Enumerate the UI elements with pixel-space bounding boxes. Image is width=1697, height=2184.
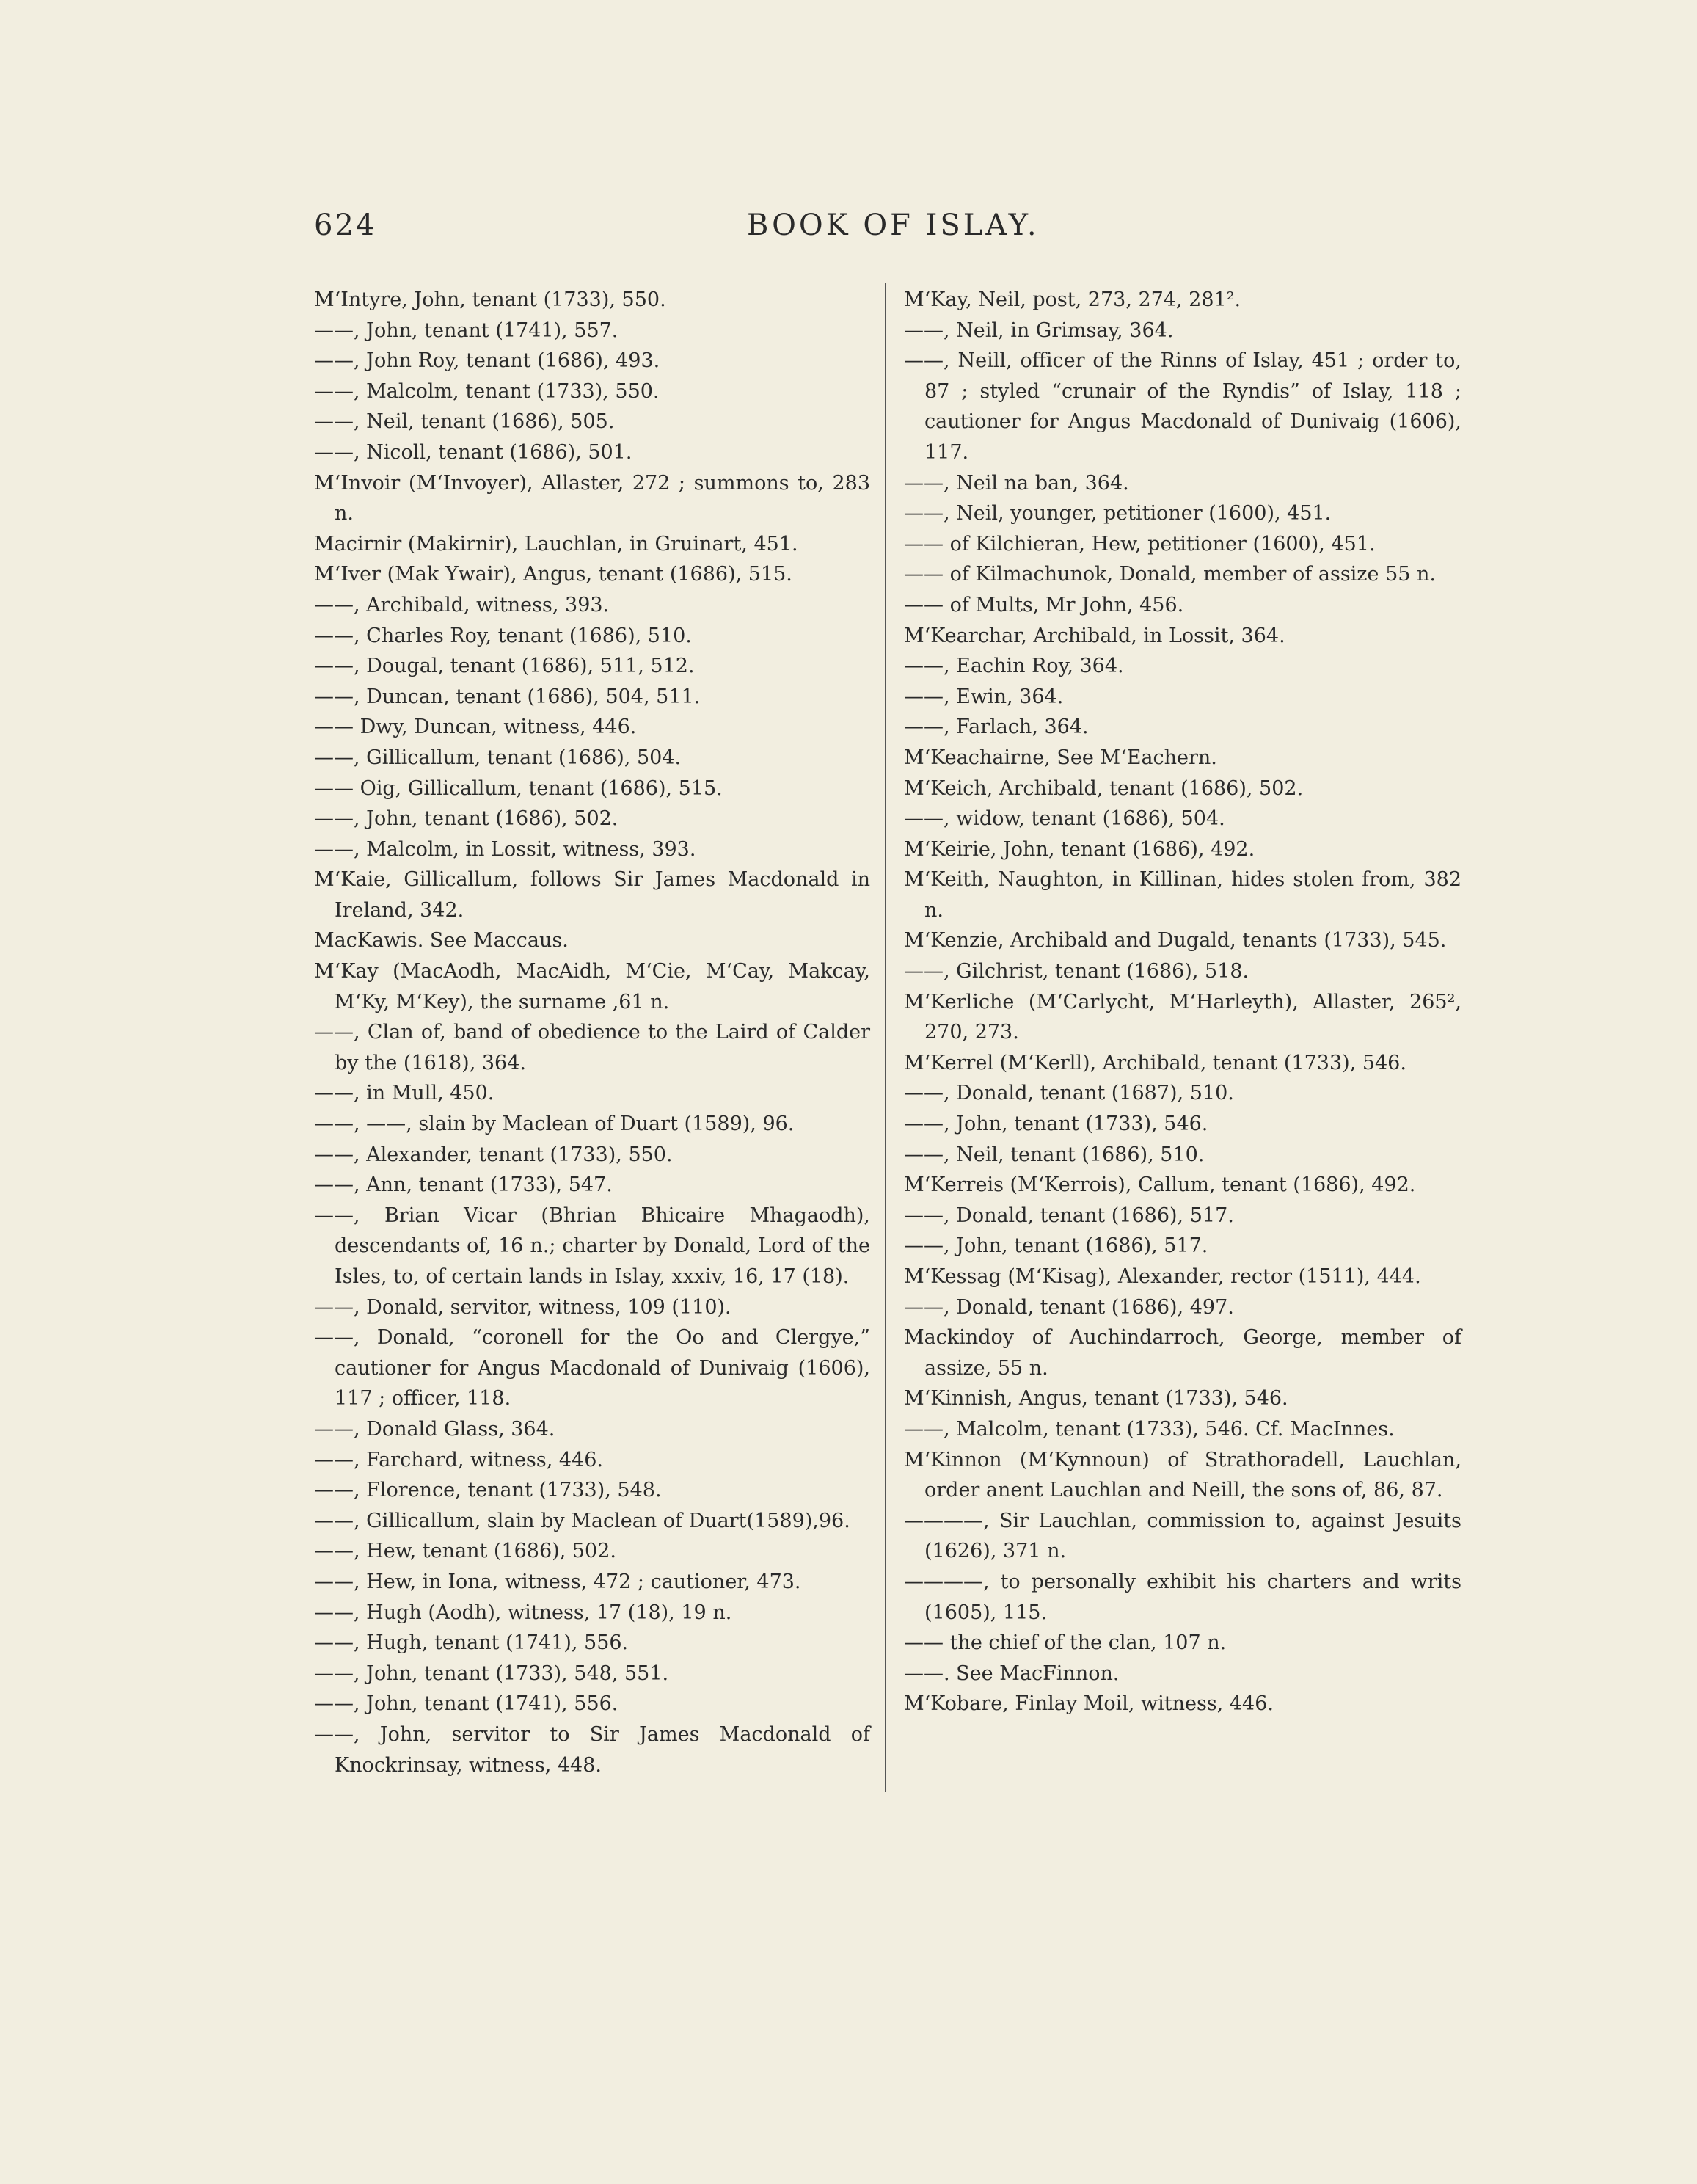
index-entry: MacKawis. See Maccaus. bbox=[314, 929, 569, 953]
index-entry: ——, Charles Roy, tenant (1686), 510. bbox=[314, 624, 692, 647]
index-entry: M‘Kay (MacAodh, MacAidh, M‘Cie, M‘Cay, Makcay, M‘Ky, M‘Key), the surname ,61 n. bbox=[314, 960, 870, 1013]
index-entry: ——, Duncan, tenant (1686), 504, 511. bbox=[314, 685, 701, 708]
index-entry: M‘Keirie, John, tenant (1686), 492. bbox=[904, 837, 1255, 861]
index-entry: ——, Gilchrist, tenant (1686), 518. bbox=[904, 960, 1249, 983]
index-entry: ——, Alexander, tenant (1733), 550. bbox=[314, 1143, 673, 1166]
index-entry: —— of Kilchieran, Hew, petitioner (1600), 451. bbox=[904, 532, 1376, 556]
index-entry: ——, Farlach, 364. bbox=[904, 716, 1089, 739]
index-entry: ——, Hew, tenant (1686), 502. bbox=[314, 1540, 616, 1563]
index-entry: ——, Donald, servitor, witness, 109 (110). bbox=[314, 1295, 731, 1319]
page-number: 624 bbox=[314, 208, 377, 242]
index-entry: M‘Invoir (M‘Invoyer), Allaster, 272 ; summons to, 283 n. bbox=[314, 471, 870, 525]
index-entry: ——, Hugh (Aodh), witness, 17 (18), 19 n. bbox=[314, 1601, 732, 1624]
index-entry: M‘Kaie, Gillicallum, follows Sir James Macdonald in Ireland, 342. bbox=[314, 868, 870, 922]
index-entry: M‘Keachairne, See M‘Eachern. bbox=[904, 746, 1217, 769]
index-entry: ——, Donald Glass, 364. bbox=[314, 1417, 555, 1441]
index-entry: M‘Kearchar, Archibald, in Lossit, 364. bbox=[904, 624, 1285, 647]
index-entry: ——, Nicoll, tenant (1686), 501. bbox=[314, 440, 632, 464]
index-column-left bbox=[314, 285, 870, 1780]
index-entry: ——, Malcolm, in Lossit, witness, 393. bbox=[314, 837, 696, 861]
index-entry: ——, Ann, tenant (1733), 547. bbox=[314, 1173, 613, 1197]
index-entry: M‘Intyre, John, tenant (1733), 550. bbox=[314, 288, 666, 311]
index-entry: ——, John, tenant (1686), 517. bbox=[904, 1234, 1208, 1258]
index-entry: ——. See MacFinnon. bbox=[904, 1661, 1120, 1685]
index-entry: ——, Dougal, tenant (1686), 511, 512. bbox=[314, 655, 695, 678]
index-entry: M‘Kay, Neil, post, 273, 274, 281². bbox=[904, 288, 1241, 311]
index-entry: ——, in Mull, 450. bbox=[314, 1082, 494, 1105]
index-entry: ——, Neil, younger, petitioner (1600), 451. bbox=[904, 502, 1332, 525]
index-entry: —— the chief of the clan, 107 n. bbox=[904, 1631, 1227, 1655]
index-entry: M‘Kessag (M‘Kisag), Alexander, rector (1511), 444. bbox=[904, 1265, 1421, 1288]
index-entry: ——, Gillicallum, slain by Maclean of Duart(1589),96. bbox=[314, 1509, 850, 1532]
index-entry: ——, Neill, officer of the Rinns of Islay, 451 ; order to, 87 ; styled “crunair of the Ryndis” of Islay, 118 ; cautioner for Angus Macdonald of Dunivaig (1606), 117. bbox=[904, 349, 1461, 464]
index-entry: M‘Keich, Archibald, tenant (1686), 502. bbox=[904, 776, 1304, 800]
index-entry: ——, widow, tenant (1686), 504. bbox=[904, 807, 1225, 831]
running-header bbox=[314, 208, 1481, 252]
index-entry: ————, to personally exhibit his charters and writs (1605), 115. bbox=[904, 1570, 1461, 1624]
index-entry: M‘Kobare, Finlay Moil, witness, 446. bbox=[904, 1692, 1274, 1716]
index-entry: ——, ——, slain by Maclean of Duart (1589), 96. bbox=[314, 1113, 795, 1136]
index-entry: ——, Hew, in Iona, witness, 472 ; cautioner, 473. bbox=[314, 1570, 801, 1593]
index-entry: ——, John, tenant (1741), 557. bbox=[314, 318, 618, 342]
index-entry: ——, Archibald, witness, 393. bbox=[314, 593, 610, 616]
index-entry: M‘Kenzie, Archibald and Dugald, tenants (1733), 545. bbox=[904, 929, 1447, 953]
index-entry: ——, Donald, tenant (1687), 510. bbox=[904, 1082, 1234, 1105]
column-divider bbox=[885, 283, 886, 1792]
index-entry: M‘Kinnon (M‘Kynnoun) of Strathoradell, Lauchlan, order anent Lauchlan and Neill, the sons of, 86, 87. bbox=[904, 1448, 1461, 1502]
index-entry: ——, Eachin Roy, 364. bbox=[904, 655, 1124, 678]
index-entry: ——, Florence, tenant (1733), 548. bbox=[314, 1479, 662, 1502]
index-entry: ——, Ewin, 364. bbox=[904, 685, 1064, 708]
index-entry: ——, John, servitor to Sir James Macdonald of Knockrinsay, witness, 448. bbox=[314, 1722, 870, 1777]
index-entry: M‘Iver (Mak Ywair), Angus, tenant (1686), 515. bbox=[314, 563, 792, 586]
index-entry: ——, Hugh, tenant (1741), 556. bbox=[314, 1631, 629, 1655]
index-entry: ————, Sir Lauchlan, commission to, against Jesuits (1626), 371 n. bbox=[904, 1509, 1461, 1563]
index-entry: ——, Brian Vicar (Bhrian Bhicaire Mhagaodh), descendants of, 16 n.; charter by Donald, Lord of the Isles, to, of certain lands in Islay, xxxiv, 16, 17 (18). bbox=[314, 1204, 870, 1288]
index-entry: ——, Donald, tenant (1686), 497. bbox=[904, 1295, 1234, 1319]
running-title: BOOK OF ISLAY. bbox=[747, 208, 1040, 242]
index-entry: —— Oig, Gillicallum, tenant (1686), 515. bbox=[314, 776, 723, 800]
index-entry: —— Dwy, Duncan, witness, 446. bbox=[314, 716, 637, 739]
index-entry: ——, Clan of, band of obedience to the Laird of Calder by the (1618), 364. bbox=[314, 1021, 870, 1074]
index-entry: ——, Malcolm, tenant (1733), 550. bbox=[314, 379, 660, 403]
index-entry: ——, John, tenant (1733), 548, 551. bbox=[314, 1661, 669, 1685]
index-entry: ——, Neil, tenant (1686), 505. bbox=[314, 410, 615, 434]
index-entry: Macirnir (Makirnir), Lauchlan, in Gruinart, 451. bbox=[314, 532, 798, 556]
index-entry: ——, Neil na ban, 364. bbox=[904, 471, 1129, 495]
index-entry: ——, Farchard, witness, 446. bbox=[314, 1448, 603, 1471]
index-entry: ——, Malcolm, tenant (1733), 546. Cf. MacInnes. bbox=[904, 1417, 1395, 1441]
index-entry: ——, John Roy, tenant (1686), 493. bbox=[314, 349, 660, 373]
index-entry: ——, Donald, tenant (1686), 517. bbox=[904, 1204, 1234, 1227]
index-entry: ——, John, tenant (1741), 556. bbox=[314, 1692, 618, 1716]
index-entry: ——, Neil, tenant (1686), 510. bbox=[904, 1143, 1205, 1166]
index-entry: M‘Keith, Naughton, in Killinan, hides stolen from, 382 n. bbox=[904, 868, 1461, 922]
index-entry: M‘Kinnish, Angus, tenant (1733), 546. bbox=[904, 1387, 1288, 1410]
index-entry: M‘Kerrel (M‘Kerll), Archibald, tenant (1733), 546. bbox=[904, 1051, 1406, 1074]
index-entry: ——, Neil, in Grimsay, 364. bbox=[904, 318, 1174, 342]
index-entry: ——, Gillicallum, tenant (1686), 504. bbox=[314, 746, 682, 769]
index-entry: —— of Kilmachunok, Donald, member of assize 55 n. bbox=[904, 563, 1437, 586]
index-column-right bbox=[904, 285, 1461, 1719]
index-entry: —— of Mults, Mr John, 456. bbox=[904, 593, 1184, 616]
index-entry: ——, John, tenant (1733), 546. bbox=[904, 1113, 1208, 1136]
index-entry: ——, Donald, “coronell for the Oo and Clergye,” cautioner for Angus Macdonald of Dunivaig (1606), 117 ; officer, 118. bbox=[314, 1326, 870, 1410]
index-entry: M‘Kerreis (M‘Kerrois), Callum, tenant (1686), 492. bbox=[904, 1173, 1416, 1197]
index-entry: M‘Kerliche (M‘Carlycht, M‘Harleyth), Allaster, 265², 270, 273. bbox=[904, 990, 1461, 1044]
index-entry: Mackindoy of Auchindarroch, George, member of assize, 55 n. bbox=[904, 1326, 1461, 1380]
index-entry: ——, John, tenant (1686), 502. bbox=[314, 807, 618, 831]
